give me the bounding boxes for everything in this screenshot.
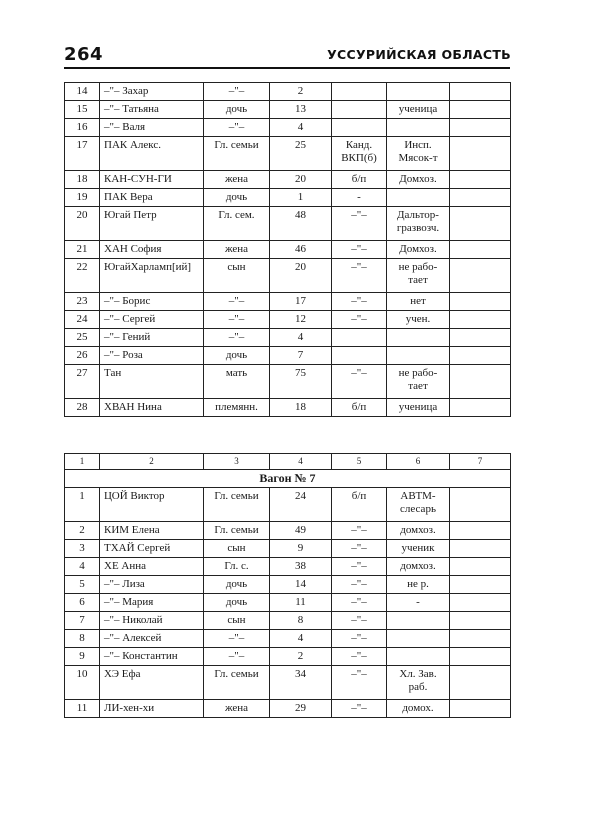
note [450, 666, 511, 700]
table-row [65, 207, 511, 241]
note [450, 189, 511, 207]
table-row [65, 666, 511, 700]
relation: сын [204, 259, 270, 293]
person-name: –"– Валя [100, 119, 204, 137]
row-number: 2 [65, 522, 100, 540]
party-status: –"– [332, 540, 387, 558]
table-row [65, 594, 511, 612]
relation: дочь [204, 347, 270, 365]
table-row [65, 648, 511, 666]
running-title: УССУРИЙСКАЯ ОБЛАСТЬ [327, 47, 511, 62]
page-number: 264 [64, 44, 104, 65]
age: 38 [270, 558, 332, 576]
occupation [387, 630, 450, 648]
row-number: 9 [65, 648, 100, 666]
occupation: домхоз. [387, 558, 450, 576]
note [450, 558, 511, 576]
party-status: –"– [332, 700, 387, 718]
person-name: ТХАЙ Сергей [100, 540, 204, 558]
person-name: ХВАН Нина [100, 399, 204, 417]
person-name: ХЭ Ефа [100, 666, 204, 700]
person-name: Тан [100, 365, 204, 399]
occupation [387, 612, 450, 630]
note [450, 347, 511, 365]
row-number: 23 [65, 293, 100, 311]
party-status [332, 329, 387, 347]
column-number: 3 [204, 454, 270, 470]
note [450, 101, 511, 119]
person-name: –"– Мария [100, 594, 204, 612]
age: 34 [270, 666, 332, 700]
occupation: ученица [387, 101, 450, 119]
column-number: 2 [100, 454, 204, 470]
row-number: 1 [65, 488, 100, 522]
person-name: –"– Константин [100, 648, 204, 666]
person-name: –"– Лиза [100, 576, 204, 594]
table-row [65, 558, 511, 576]
relation: сын [204, 612, 270, 630]
row-number: 14 [65, 83, 100, 101]
person-name: ПАК Вера [100, 189, 204, 207]
table-row [65, 399, 511, 417]
person-name: –"– Борис [100, 293, 204, 311]
row-number: 27 [65, 365, 100, 399]
person-name: –"– Сергей [100, 311, 204, 329]
age: 2 [270, 83, 332, 101]
note [450, 648, 511, 666]
age: 24 [270, 488, 332, 522]
row-number: 22 [65, 259, 100, 293]
row-number: 3 [65, 540, 100, 558]
relation: Гл. семьи [204, 488, 270, 522]
person-name: КИМ Елена [100, 522, 204, 540]
row-number: 17 [65, 137, 100, 171]
age: 20 [270, 171, 332, 189]
age: 14 [270, 576, 332, 594]
note [450, 399, 511, 417]
relation: –"– [204, 83, 270, 101]
occupation: учен. [387, 311, 450, 329]
table-row [65, 293, 511, 311]
age: 49 [270, 522, 332, 540]
table-row [65, 365, 511, 399]
column-number: 6 [387, 454, 450, 470]
relation: Гл. с. [204, 558, 270, 576]
row-number: 25 [65, 329, 100, 347]
row-number: 19 [65, 189, 100, 207]
table-row [65, 700, 511, 718]
person-name: –"– Гений [100, 329, 204, 347]
relation: жена [204, 700, 270, 718]
row-number: 8 [65, 630, 100, 648]
row-number: 26 [65, 347, 100, 365]
party-status: –"– [332, 648, 387, 666]
table-row [65, 311, 511, 329]
row-number: 21 [65, 241, 100, 259]
column-number: 5 [332, 454, 387, 470]
party-status: б/п [332, 171, 387, 189]
age: 4 [270, 630, 332, 648]
note [450, 522, 511, 540]
relation: дочь [204, 189, 270, 207]
relation: жена [204, 171, 270, 189]
header-rule [64, 67, 510, 69]
occupation: ученик [387, 540, 450, 558]
occupation [387, 329, 450, 347]
person-name: ПАК Алекс. [100, 137, 204, 171]
note [450, 311, 511, 329]
age: 46 [270, 241, 332, 259]
occupation: не рабо- тает [387, 259, 450, 293]
person-name: –"– Николай [100, 612, 204, 630]
occupation: Дальтор- гразвозч. [387, 207, 450, 241]
age: 8 [270, 612, 332, 630]
age: 7 [270, 347, 332, 365]
age: 25 [270, 137, 332, 171]
party-status: б/п [332, 488, 387, 522]
row-number: 20 [65, 207, 100, 241]
party-status: –"– [332, 630, 387, 648]
party-status: –"– [332, 594, 387, 612]
party-status: б/п [332, 399, 387, 417]
relation: Гл. сем. [204, 207, 270, 241]
person-name: ХАН София [100, 241, 204, 259]
age: 13 [270, 101, 332, 119]
occupation: ученица [387, 399, 450, 417]
occupation [387, 119, 450, 137]
relation: –"– [204, 119, 270, 137]
party-status [332, 101, 387, 119]
occupation: - [387, 594, 450, 612]
age: 11 [270, 594, 332, 612]
row-number: 10 [65, 666, 100, 700]
person-name: –"– Алексей [100, 630, 204, 648]
age: 12 [270, 311, 332, 329]
row-number: 11 [65, 700, 100, 718]
occupation: не р. [387, 576, 450, 594]
person-name: ЮгайХарламп[ий] [100, 259, 204, 293]
row-number: 5 [65, 576, 100, 594]
occupation [387, 648, 450, 666]
person-name: КАН-СУН-ГИ [100, 171, 204, 189]
deportation-list-table-2 [64, 453, 511, 718]
note [450, 241, 511, 259]
person-name: –"– Татьяна [100, 101, 204, 119]
party-status: –"– [332, 241, 387, 259]
table-row [65, 522, 511, 540]
party-status [332, 83, 387, 101]
column-number: 1 [65, 454, 100, 470]
party-status: –"– [332, 576, 387, 594]
age: 75 [270, 365, 332, 399]
note [450, 329, 511, 347]
note [450, 293, 511, 311]
relation: –"– [204, 311, 270, 329]
row-number: 18 [65, 171, 100, 189]
table-row [65, 540, 511, 558]
occupation: Домхоз. [387, 241, 450, 259]
note [450, 137, 511, 171]
occupation: Хл. Зав. раб. [387, 666, 450, 700]
party-status: - [332, 189, 387, 207]
note [450, 207, 511, 241]
party-status: –"– [332, 259, 387, 293]
relation: –"– [204, 630, 270, 648]
party-status: –"– [332, 311, 387, 329]
age: 17 [270, 293, 332, 311]
age: 29 [270, 700, 332, 718]
relation: дочь [204, 101, 270, 119]
note [450, 576, 511, 594]
table-row [65, 259, 511, 293]
occupation: нет [387, 293, 450, 311]
deportation-list-table-1 [64, 82, 511, 417]
person-name: –"– Роза [100, 347, 204, 365]
age: 9 [270, 540, 332, 558]
table-row [65, 119, 511, 137]
note [450, 83, 511, 101]
relation: Гл. семьи [204, 522, 270, 540]
party-status: –"– [332, 666, 387, 700]
relation: жена [204, 241, 270, 259]
party-status: –"– [332, 293, 387, 311]
table-row [65, 612, 511, 630]
party-status: –"– [332, 558, 387, 576]
occupation: не рабо- тает [387, 365, 450, 399]
occupation: Инсп. Мясок-т [387, 137, 450, 171]
table-row [65, 83, 511, 101]
wagon-title: Вагон № 7 [65, 470, 511, 488]
table-row [65, 630, 511, 648]
note [450, 612, 511, 630]
table-row [65, 189, 511, 207]
age: 4 [270, 119, 332, 137]
row-number: 6 [65, 594, 100, 612]
age: 4 [270, 329, 332, 347]
table-row [65, 576, 511, 594]
row-number: 7 [65, 612, 100, 630]
person-name: ХЕ Анна [100, 558, 204, 576]
table-row [65, 137, 511, 171]
note [450, 171, 511, 189]
party-status: –"– [332, 365, 387, 399]
party-status: –"– [332, 522, 387, 540]
party-status [332, 119, 387, 137]
party-status: –"– [332, 207, 387, 241]
relation: дочь [204, 594, 270, 612]
occupation: АВТМ- слесарь [387, 488, 450, 522]
row-number: 15 [65, 101, 100, 119]
note [450, 119, 511, 137]
relation: Гл. семьи [204, 137, 270, 171]
relation: дочь [204, 576, 270, 594]
age: 2 [270, 648, 332, 666]
row-number: 16 [65, 119, 100, 137]
relation: –"– [204, 293, 270, 311]
relation: племянн. [204, 399, 270, 417]
relation: –"– [204, 329, 270, 347]
age: 1 [270, 189, 332, 207]
table-row [65, 241, 511, 259]
person-name: ЛИ-хен-хи [100, 700, 204, 718]
occupation: домох. [387, 700, 450, 718]
column-number-row [65, 454, 511, 470]
occupation: домхоз. [387, 522, 450, 540]
occupation [387, 189, 450, 207]
column-number: 4 [270, 454, 332, 470]
row-number: 28 [65, 399, 100, 417]
table-row [65, 171, 511, 189]
relation: Гл. семьи [204, 666, 270, 700]
note [450, 700, 511, 718]
occupation [387, 83, 450, 101]
table-row [65, 347, 511, 365]
age: 18 [270, 399, 332, 417]
wagon-title-row [65, 470, 511, 488]
column-number: 7 [450, 454, 511, 470]
person-name: ЦОЙ Виктор [100, 488, 204, 522]
party-status: Канд. ВКП(б) [332, 137, 387, 171]
table-row [65, 101, 511, 119]
person-name: Югай Петр [100, 207, 204, 241]
note [450, 594, 511, 612]
note [450, 630, 511, 648]
relation: сын [204, 540, 270, 558]
row-number: 4 [65, 558, 100, 576]
note [450, 488, 511, 522]
party-status: –"– [332, 612, 387, 630]
table-row [65, 329, 511, 347]
age: 48 [270, 207, 332, 241]
note [450, 540, 511, 558]
occupation: Домхоз. [387, 171, 450, 189]
relation: –"– [204, 648, 270, 666]
occupation [387, 347, 450, 365]
note [450, 259, 511, 293]
relation: мать [204, 365, 270, 399]
age: 20 [270, 259, 332, 293]
note [450, 365, 511, 399]
person-name: –"– Захар [100, 83, 204, 101]
row-number: 24 [65, 311, 100, 329]
table-row [65, 488, 511, 522]
party-status [332, 347, 387, 365]
